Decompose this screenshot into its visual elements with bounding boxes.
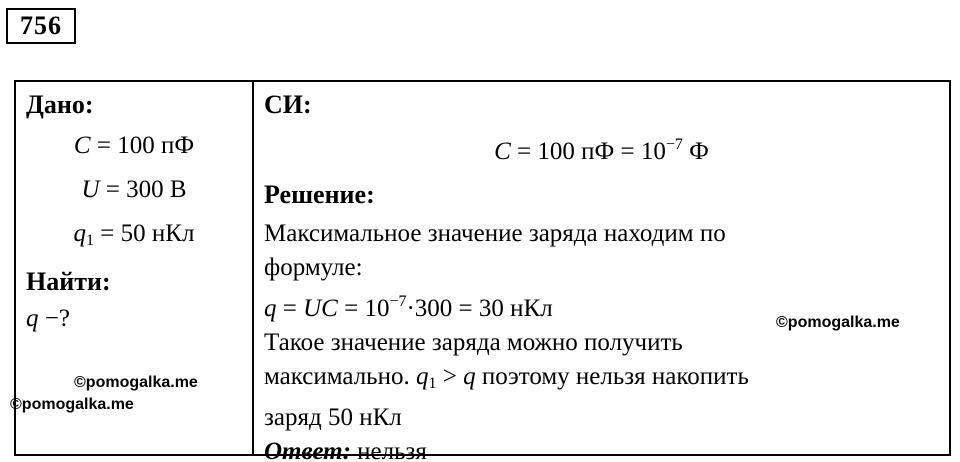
formula-exponent: −7: [389, 293, 407, 310]
given-heading: Дано:: [26, 90, 94, 119]
given-voltage-value: = 300 В: [99, 176, 187, 203]
formula-q: q: [264, 295, 277, 322]
watermark-right: ©pomogalka.me: [776, 314, 900, 331]
given-capacitance: [26, 124, 242, 168]
formula-eq1: =: [276, 295, 304, 322]
si-eq-left: = 100 пФ = 10: [510, 138, 666, 165]
answer-line: [264, 435, 939, 462]
solution-column: [254, 82, 949, 462]
solution-line-5: заряд 50 нКл: [264, 404, 402, 431]
var-c: C: [73, 132, 91, 159]
given-voltage: [26, 168, 242, 212]
si-eq-right: Ф: [682, 138, 709, 165]
find-heading: Найти:: [26, 267, 111, 296]
line4-gt: >: [436, 363, 464, 390]
formula-uc: UC: [303, 295, 338, 322]
formula-rest: ·300 = 30 нКл: [406, 295, 553, 322]
var-u: U: [81, 176, 100, 203]
solution-line-4: [264, 360, 939, 401]
line4-q: q: [463, 363, 476, 390]
var-q1-subscript: 1: [86, 232, 95, 249]
find-value: [26, 299, 242, 339]
given-charge-value: = 50 нКл: [94, 220, 195, 247]
given-charge: [26, 212, 242, 263]
si-exponent: −7: [665, 136, 683, 153]
problem-number: 756: [6, 8, 76, 44]
answer-label: Ответ:: [264, 438, 351, 462]
si-equation: [264, 122, 939, 175]
line4-q1-subscript: 1: [428, 375, 437, 392]
solution-line-2: формуле:: [264, 254, 363, 281]
var-q1: q: [73, 220, 87, 247]
solution-sheet: [10, 80, 951, 462]
si-var-c: C: [494, 138, 511, 165]
answer-value: нельзя: [350, 438, 427, 462]
given-column: [10, 82, 254, 454]
solution-line-3: Такое значение заряда можно получить: [264, 329, 683, 356]
line4-start: максимально.: [264, 363, 416, 390]
line4-q1: q: [415, 363, 429, 390]
line4-end: поэтому нельзя накопить: [475, 363, 749, 390]
watermark-left-1: ©pomogalka.me: [74, 374, 198, 391]
formula-eq2: = 10: [337, 295, 390, 322]
solution-line-1: Максимальное значение заряда находим по: [264, 220, 726, 247]
si-heading: СИ:: [264, 90, 312, 119]
solution-heading: Решение:: [264, 180, 375, 209]
watermark-left-2: ©pomogalka.me: [10, 396, 134, 413]
given-capacitance-value: = 100 пФ: [90, 132, 195, 159]
find-var: q: [26, 305, 39, 332]
find-rest: −?: [38, 305, 70, 332]
